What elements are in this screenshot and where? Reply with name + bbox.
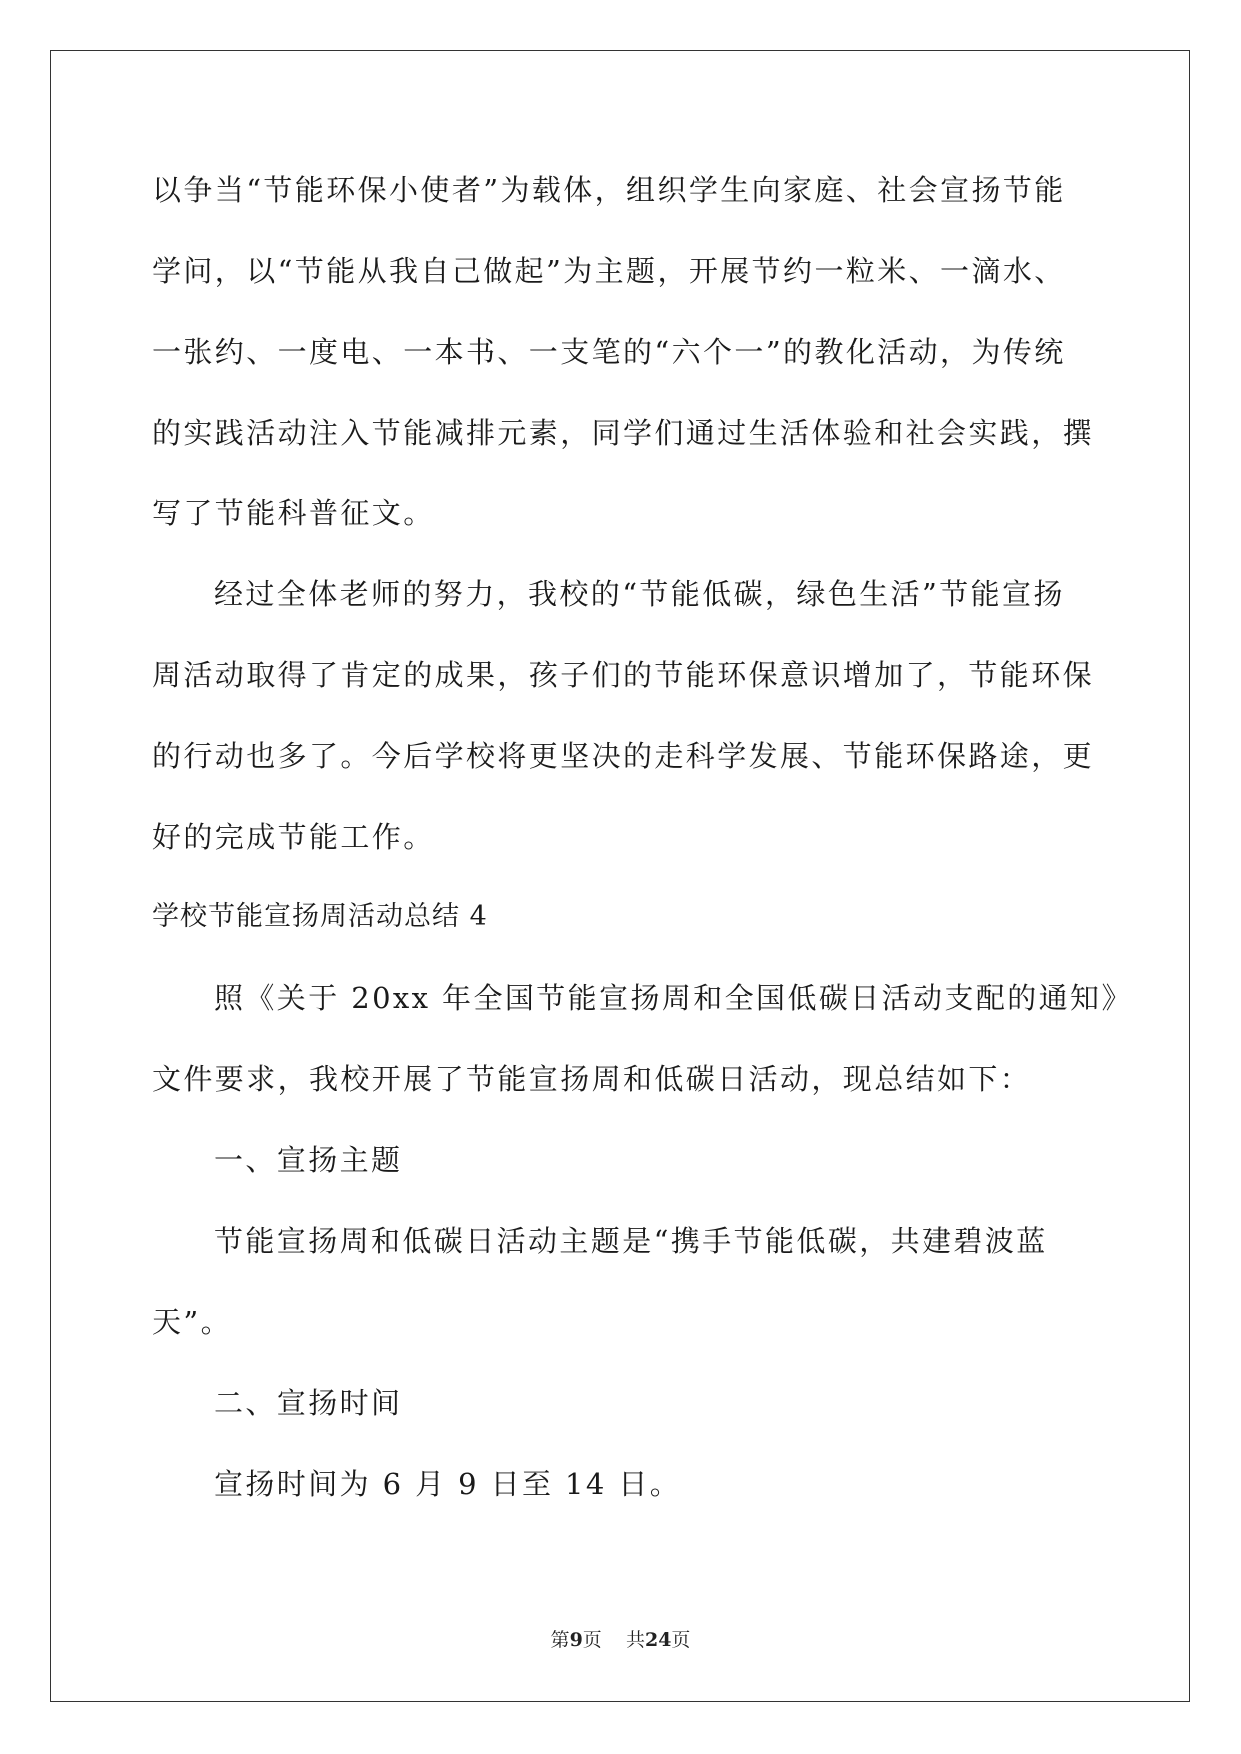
paragraph-line: 写了节能科普征文。 [152, 496, 435, 530]
paragraph-line: 天”。 [152, 1305, 233, 1339]
page-frame [50, 50, 1190, 1702]
subheading: 二、宣扬时间 [214, 1386, 403, 1420]
paragraph-line: 一张约、一度电、一本书、一支笔的“六个一”的教化活动，为传统 [152, 335, 1066, 369]
paragraph-line: 学问，以“节能从我自己做起”为主题，开展节约一粒米、一滴水、 [152, 254, 1066, 288]
paragraph-line: 好的完成节能工作。 [152, 820, 435, 854]
paragraph-line: 的实践活动注入节能减排元素，同学们通过生活体验和社会实践，撰 [152, 416, 1095, 450]
paragraph-line: 以争当“节能环保小使者”为载体，组织学生向家庭、社会宣扬节能 [152, 173, 1066, 207]
current-page-number: 9 [569, 1629, 583, 1651]
paragraph-line: 的行动也多了。今后学校将更坚决的走科学发展、节能环保路途，更 [152, 739, 1095, 773]
paragraph-line: 节能宣扬周和低碳日活动主题是“携手节能低碳，共建碧波蓝 [214, 1224, 1048, 1258]
section-title: 学校节能宣扬周活动总结 4 [152, 901, 488, 932]
footer-mid: 页 共 [582, 1629, 645, 1651]
paragraph-line: 照《关于 20xx 年全国节能宣扬周和全国低碳日活动支配的通知》 [214, 981, 1133, 1015]
subheading: 一、宣扬主题 [214, 1143, 403, 1177]
footer-suffix: 页 [671, 1629, 691, 1651]
paragraph-line: 经过全体老师的努力，我校的“节能低碳，绿色生活”节能宣扬 [214, 577, 1065, 611]
total-page-count: 24 [644, 1629, 672, 1651]
footer-prefix: 第 [550, 1629, 570, 1651]
paragraph-line: 宣扬时间为 6 月 9 日至 14 日。 [214, 1467, 682, 1501]
page-footer [0, 1628, 1241, 1652]
paragraph-line: 文件要求，我校开展了节能宣扬周和低碳日活动，现总结如下： [152, 1062, 1032, 1096]
paragraph-line: 周活动取得了肯定的成果，孩子们的节能环保意识增加了，节能环保 [152, 658, 1095, 692]
